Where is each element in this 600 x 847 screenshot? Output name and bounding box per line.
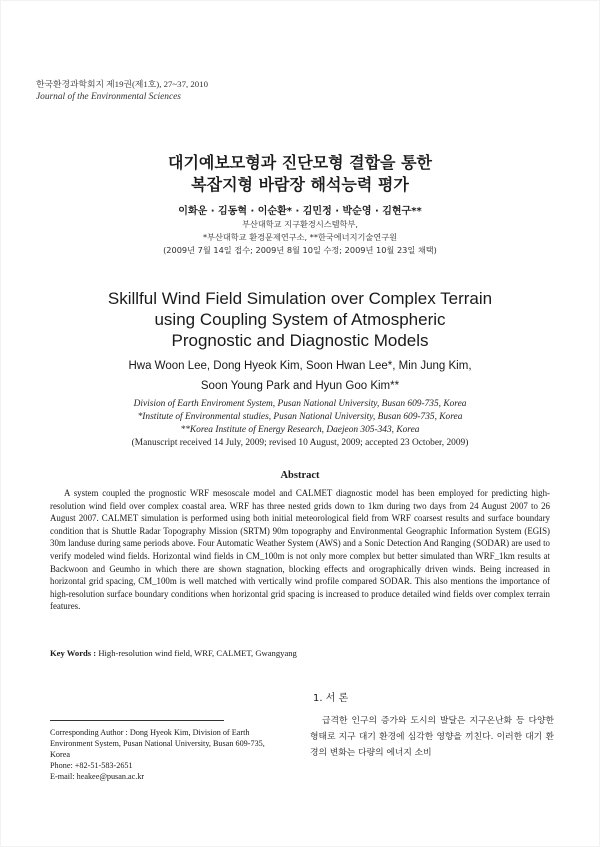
footnote-line2: Environment System, Pusan National University, Busan 609-735, <box>50 739 265 748</box>
introduction-text: 급격한 인구의 증가와 도시의 발달은 지구온난화 등 다양한 형태로 지구 대기 환경에 심각한 영향을 끼친다. 이러한 대기 환경의 변화는 다량의 에너지 소비 <box>310 716 554 758</box>
korean-affiliation-2: *부산대학교 환경문제연구소, **한국에너지기술연구원 <box>202 232 398 242</box>
corresponding-author-footnote <box>50 727 296 782</box>
footnote-line3: Korea <box>50 750 71 759</box>
abstract-text: A system coupled the prognostic WRF mesoscale model and CALMET diagnostic model has been employed for predicting high-resolution wind field over complex coastal area. WRF has three nested grids down to 1km during two days from 24 August 2007 to 26 August 2007. CALMET simulation is performed using both initial meteorological field from WRF coarsest results and surface boundary condition that is Shuttle Radar Topography Mission (SRTM) 90m topography and Environmental Geographic Information System (EGIS) 30m landuse during same periods above. Four Automatic Weather System (AWS) and a Sonic Detection And Ranging (SODAR) are used to verify modeled wind fields. Horizontal wind fields in CM_100m is not only more complex but better simulated than WRF_1km results at Backwoon and Geumho in which there are shown stagnation, blocking effects and orographically driven winds. Being increased in horizontal grid spacing, CM_100m is well matched with vertically wind profile compared SODAR. This also mentions the importance of high-resolution surface boundary conditions when horizontal grid spacing is increased to produce detailed wind fields over complex terrain features. <box>50 488 550 612</box>
english-title <box>0 288 600 351</box>
english-affiliations <box>0 398 600 450</box>
korean-title <box>0 152 600 196</box>
keywords <box>50 648 550 658</box>
english-affiliation-2: *Institute of Environmental studies, Pusan National University, Busan 609-735, Korea <box>137 412 463 422</box>
korean-title-line1: 대기예보모형과 진단모형 결합을 통한 <box>167 153 432 172</box>
keywords-label: Key Words : <box>50 648 99 658</box>
korean-title-line2: 복잡지형 바람장 해석능력 평가 <box>191 175 409 194</box>
footnote-email: E-mail: heakee@pusan.ac.kr <box>50 772 145 781</box>
english-authors <box>0 356 600 396</box>
footnote-phone: Phone: +82-51-583-2651 <box>50 761 133 770</box>
korean-dates: (2009년 7월 14일 접수; 2009년 8월 10일 수정; 2009년 10월 23일 채택) <box>163 245 437 255</box>
keywords-text: High-resolution wind field, WRF, CALMET, Gwangyang <box>98 648 297 658</box>
korean-authors: 이화운 · 김동혁 · 이순환* · 김민정 · 박순영 · 김현구** <box>178 206 422 217</box>
korean-affiliations <box>0 218 600 257</box>
abstract-heading: Abstract <box>280 470 320 481</box>
english-title-line3: Prognostic and Diagnostic Models <box>171 331 429 350</box>
english-title-line2: using Coupling System of Atmospheric <box>154 310 446 329</box>
section-heading: 1. 서 론 <box>313 693 349 704</box>
english-affiliation-1: Division of Earth Enviroment System, Pusan National University, Busan 609-735, Korea <box>133 399 467 409</box>
journal-header <box>36 78 208 104</box>
english-dates: (Manuscript received 14 July, 2009; revised 10 August, 2009; accepted 23 October, 2009) <box>131 438 469 448</box>
footnote-divider <box>50 720 224 721</box>
journal-name-english: Journal of the Environmental Sciences <box>36 92 181 102</box>
journal-citation-korean: 한국환경과학회지 제19권(제1호), 27~37, 2010 <box>36 79 208 89</box>
english-authors-line1: Hwa Woon Lee, Dong Hyeok Kim, Soon Hwan Lee*, Min Jung Kim, <box>128 360 472 372</box>
english-affiliation-3: **Korea Institute of Energy Research, Daejeon 305-343, Korea <box>180 425 420 435</box>
english-title-line1: Skillful Wind Field Simulation over Complex Terrain <box>107 289 493 308</box>
korean-affiliation-1: 부산대학교 지구환경시스템학부, <box>242 219 358 229</box>
english-authors-line2: Soon Young Park and Hyun Goo Kim** <box>200 380 400 392</box>
footnote-line1: Corresponding Author : Dong Hyeok Kim, Division of Earth <box>50 728 250 737</box>
